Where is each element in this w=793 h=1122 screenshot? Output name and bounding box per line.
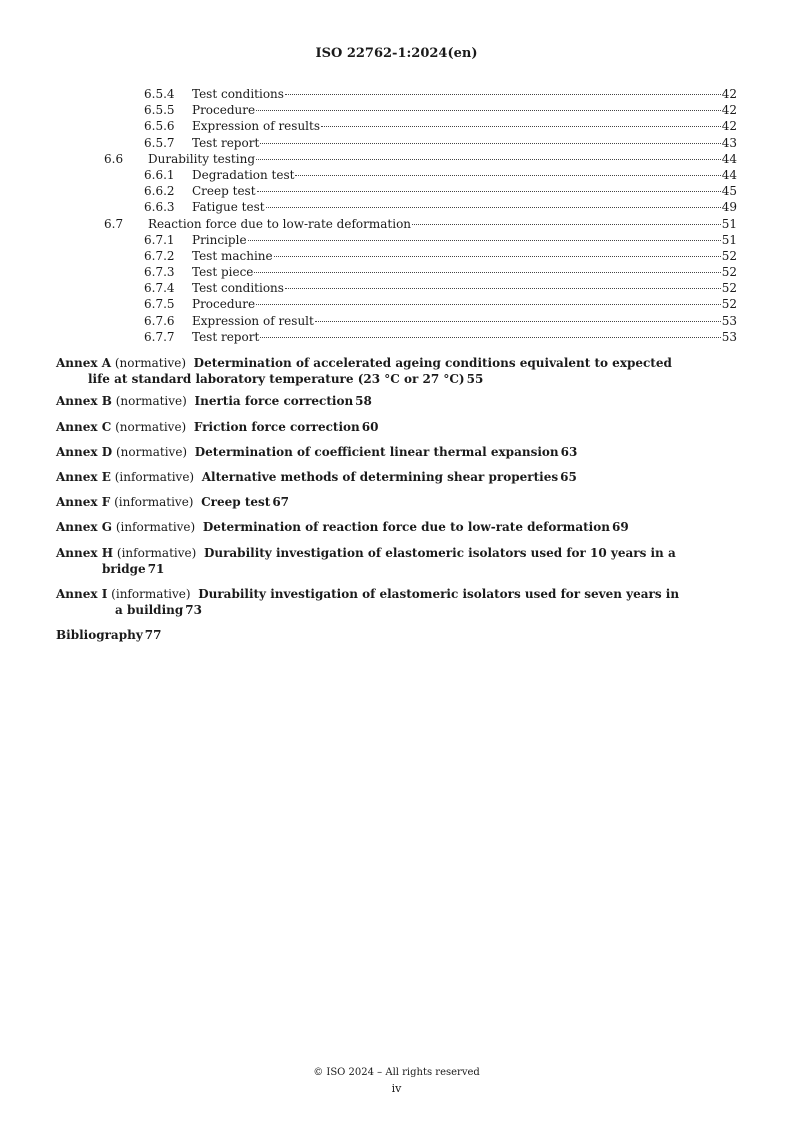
annex-heading — [56, 394, 353, 408]
table-of-contents — [56, 86, 737, 643]
toc-page: 69 — [611, 520, 629, 535]
toc-annex-i[interactable] — [56, 586, 737, 618]
annex-kind: (normative) — [115, 419, 187, 434]
toc-page: 42 — [721, 103, 737, 118]
annex-title-cont: life at standard laboratory temperature (23 °C or 27 °C) — [88, 372, 465, 387]
toc-title: Degradation test — [192, 167, 295, 182]
toc-bibliography[interactable] — [56, 627, 737, 643]
toc-number: 6.6.1 — [144, 167, 175, 182]
toc-entry[interactable] — [56, 232, 737, 248]
toc-page: 73 — [185, 603, 202, 618]
annex-title: Alternative methods of determining shear properties — [201, 469, 559, 484]
toc-title: Expression of result — [192, 313, 314, 328]
toc-number: 6.7.7 — [144, 329, 175, 344]
toc-entry[interactable] — [56, 118, 737, 134]
annex-kind: (informative) — [116, 545, 197, 560]
toc-title: Durability testing — [148, 151, 256, 166]
copyright-notice: © ISO 2024 – All rights reserved — [313, 1067, 480, 1078]
toc-entry[interactable] — [56, 199, 737, 215]
toc-page: 63 — [560, 444, 578, 459]
annex-second-line — [56, 371, 737, 387]
toc-entry[interactable] — [56, 135, 737, 151]
annex-kind: (normative) — [115, 444, 188, 459]
toc-entry[interactable] — [56, 102, 737, 118]
annex-heading — [56, 420, 360, 434]
toc-page: 52 — [721, 297, 737, 312]
page-footer — [0, 1067, 793, 1095]
toc-page: 67 — [272, 495, 290, 510]
annex-label: Annex H — [56, 545, 114, 560]
toc-annex-e[interactable] — [56, 469, 737, 485]
toc-entry[interactable] — [56, 296, 737, 312]
toc-leader — [274, 255, 721, 257]
toc-number: 6.6.3 — [144, 200, 175, 215]
toc-leader — [257, 190, 721, 192]
toc-entry[interactable] — [56, 329, 737, 345]
annex-title: Creep test — [201, 495, 271, 510]
toc-title: Procedure — [192, 297, 256, 312]
toc-page: 53 — [721, 329, 737, 344]
annex-title: Friction force correction — [193, 419, 360, 434]
toc-page: 42 — [721, 87, 737, 101]
toc-leader — [254, 271, 720, 273]
toc-page: 45 — [721, 184, 737, 199]
toc-title: Fatigue test — [192, 200, 265, 215]
annex-label: Annex I — [56, 586, 108, 601]
annex-label: Annex F — [56, 495, 111, 510]
toc-leader — [295, 174, 720, 176]
toc-entry[interactable] — [56, 216, 737, 232]
toc-title: Test conditions — [192, 281, 284, 296]
toc-leader — [285, 287, 721, 289]
annex-first-line — [56, 355, 737, 371]
toc-entry[interactable] — [56, 264, 737, 280]
toc-entry[interactable] — [56, 167, 737, 183]
bibliography-title: Bibliography — [56, 628, 143, 643]
annex-kind: (normative) — [114, 356, 187, 370]
page-number: iv — [391, 1082, 402, 1095]
toc-leader — [256, 303, 721, 305]
annex-heading — [56, 470, 558, 484]
toc-leader — [256, 158, 721, 160]
toc-number: 6.5.4 — [144, 87, 175, 101]
annex-title: Determination of accelerated ageing conditions equivalent to expected — [193, 356, 672, 370]
toc-page: 65 — [560, 469, 577, 484]
toc-page: 53 — [721, 313, 737, 328]
toc-annex-a[interactable] — [56, 355, 737, 387]
toc-annex-h[interactable] — [56, 545, 737, 577]
annex-second-line — [56, 561, 737, 577]
toc-title: Principle — [192, 232, 247, 247]
toc-page: 44 — [721, 151, 737, 166]
toc-number: 6.6 — [104, 151, 124, 166]
toc-leader — [315, 320, 721, 322]
toc-page: 60 — [361, 419, 379, 434]
toc-title: Creep test — [192, 184, 256, 199]
toc-page: 44 — [721, 167, 737, 182]
annex-heading — [56, 520, 610, 534]
annex-title: Durability investigation of elastomeric isolators used for 10 years in a — [203, 545, 676, 560]
annex-second-line — [56, 602, 737, 618]
annex-label: Annex G — [56, 520, 112, 535]
toc-annex-g[interactable] — [56, 519, 737, 535]
toc-number: 6.5.5 — [144, 103, 175, 118]
toc-number: 6.6.2 — [144, 184, 175, 199]
annex-kind: (informative) — [111, 586, 191, 601]
toc-leader — [248, 239, 721, 241]
annex-title: Determination of reaction force due to low-rate deformation — [202, 520, 610, 535]
toc-entry[interactable] — [56, 248, 737, 264]
annex-label: Annex A — [56, 356, 112, 370]
toc-page: 55 — [466, 372, 484, 387]
annex-first-line — [56, 545, 737, 561]
toc-leader — [285, 93, 721, 95]
toc-leader — [260, 142, 720, 144]
toc-annex-d[interactable] — [56, 444, 737, 460]
toc-number: 6.7.4 — [144, 281, 175, 296]
annex-title: Inertia force correction — [194, 394, 354, 409]
document-header: ISO 22762-1:2024(en) — [315, 46, 478, 61]
toc-entry[interactable] — [56, 313, 737, 329]
annex-kind: (informative) — [114, 495, 194, 510]
toc-title: Reaction force due to low-rate deformation — [148, 216, 412, 231]
annex-label: Annex B — [56, 394, 112, 409]
toc-title: Test report — [192, 329, 260, 344]
toc-title: Test piece — [192, 265, 254, 280]
annex-title: Durability investigation of elastomeric isolators used for seven years in — [198, 586, 680, 601]
toc-page: 49 — [721, 200, 737, 215]
annex-title-cont: a building — [115, 603, 184, 618]
annex-heading — [56, 495, 270, 509]
toc-leader — [260, 336, 720, 338]
toc-number: 6.5.7 — [144, 135, 175, 150]
toc-number: 6.7.2 — [144, 248, 175, 263]
toc-title: Test conditions — [192, 87, 284, 101]
toc-page: 52 — [721, 248, 737, 263]
annex-title-cont: bridge — [102, 561, 146, 576]
toc-number: 6.7 — [104, 216, 124, 231]
annex-label: Annex D — [56, 444, 113, 459]
toc-leader — [266, 206, 721, 208]
toc-page: 51 — [721, 232, 737, 247]
toc-number: 6.7.5 — [144, 297, 175, 312]
toc-annex-c[interactable] — [56, 419, 737, 435]
toc-page: 52 — [721, 265, 737, 280]
toc-page: 52 — [721, 281, 737, 296]
toc-entry[interactable] — [56, 151, 737, 167]
toc-entry[interactable] — [56, 86, 737, 102]
toc-number: 6.7.1 — [144, 232, 175, 247]
annex-label: Annex E — [56, 469, 111, 484]
toc-leader — [412, 223, 721, 225]
toc-number: 6.7.6 — [144, 313, 175, 328]
annex-heading — [56, 445, 559, 459]
toc-annex-f[interactable] — [56, 494, 737, 510]
toc-page: 71 — [147, 561, 165, 576]
toc-title: Procedure — [192, 103, 256, 118]
toc-leader — [321, 125, 721, 127]
toc-number: 6.7.3 — [144, 265, 175, 280]
toc-title: Test report — [192, 135, 260, 150]
annex-label: Annex C — [56, 419, 112, 434]
annex-first-line — [56, 586, 737, 602]
toc-page: 43 — [721, 135, 737, 150]
toc-leader — [256, 109, 721, 111]
toc-page: 77 — [144, 628, 162, 643]
toc-title: Expression of results — [192, 119, 320, 134]
toc-page: 58 — [355, 394, 372, 409]
toc-title: Test machine — [192, 248, 273, 263]
annex-kind: (normative) — [115, 394, 187, 409]
annex-kind: (informative) — [115, 520, 196, 535]
toc-entry[interactable] — [56, 183, 737, 199]
toc-entry[interactable] — [56, 280, 737, 296]
annex-title: Determination of coefficient linear thermal expansion — [194, 444, 559, 459]
toc-number: 6.5.6 — [144, 119, 175, 134]
toc-page: 42 — [721, 119, 737, 134]
toc-annex-b[interactable] — [56, 393, 737, 409]
annex-kind: (informative) — [114, 469, 195, 484]
toc-page: 51 — [721, 216, 737, 231]
